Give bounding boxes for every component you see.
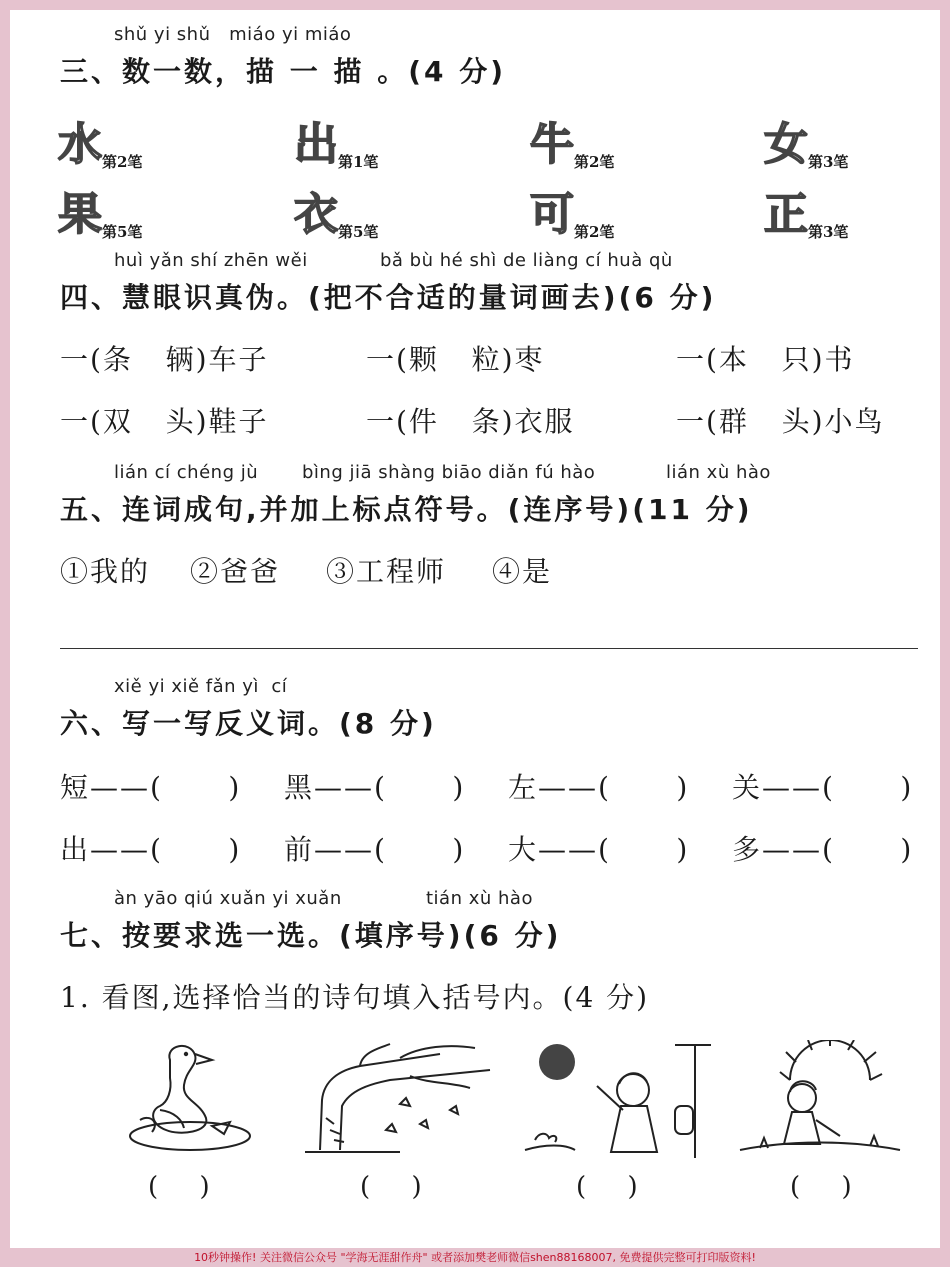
antonym-blank: ——( ) (538, 833, 690, 866)
section5-pinyin-c: lián xù hào (666, 462, 771, 483)
outline-character: 水 (58, 119, 102, 170)
section5-pinyin-b: bìng jiā shàng biāo diǎn fú hào (302, 462, 596, 483)
question-1-prompt: 1. 看图,选择恰当的诗句填入括号内。(4 分) (60, 981, 650, 1014)
antonym-item (284, 766, 465, 806)
antonym-word: 前 (284, 833, 315, 866)
antonym-word: 关 (732, 771, 763, 804)
outline-character: 出 (294, 119, 338, 170)
section6-title: 六、写一写反义词。(8 分) (60, 707, 437, 740)
antonym-word: 短 (60, 771, 91, 804)
section3-title: 三、数一数，描 一 描 。(4 分) (60, 55, 507, 88)
antonym-word: 左 (508, 771, 539, 804)
measure-word-item: 一(件 条)衣服 (366, 405, 575, 438)
antonym-word: 出 (60, 833, 91, 866)
measure-word-item: 一(条 辆)车子 (60, 343, 269, 376)
section7-pinyin-a: àn yāo qiú xuǎn yi xuǎn (114, 888, 342, 909)
antonym-blank: ——( ) (762, 833, 914, 866)
section7-title: 七、按要求选一选。(填序号)(6 分) (60, 919, 562, 952)
antonym-item (732, 828, 913, 868)
goose-illustration (120, 1040, 255, 1155)
stroke-note: 第5笔 (102, 223, 143, 241)
antonym-blank: ——( ) (90, 833, 242, 866)
stroke-item-3 (530, 108, 614, 172)
outline-character: 果 (58, 189, 102, 240)
stroke-note: 第1笔 (338, 153, 379, 171)
stroke-item-7 (530, 178, 614, 242)
answer-blank[interactable]: ( ) (576, 1172, 638, 1202)
measure-word-item: 一(本 只)书 (676, 343, 855, 376)
section6-pinyin: xiě yi xiě fǎn yì cí (114, 676, 288, 697)
stroke-note: 第3笔 (808, 223, 849, 241)
worksheet-page (10, 10, 940, 1248)
section3-pinyin: shǔ yi shǔ miáo yi miáo (114, 24, 352, 45)
outline-character: 女 (764, 119, 808, 170)
outline-character: 可 (530, 189, 574, 240)
stroke-item-2 (294, 108, 378, 172)
word-card: ①我的 (60, 555, 151, 588)
outline-character: 牛 (530, 119, 574, 170)
stroke-note: 第3笔 (808, 153, 849, 171)
stroke-item-5 (58, 178, 142, 242)
section4-pinyin-b: bǎ bù hé shì de liàng cí huà qù (380, 250, 673, 271)
antonym-word: 大 (508, 833, 539, 866)
stroke-note: 第2笔 (102, 153, 143, 171)
measure-word-item: 一(颗 粒)枣 (366, 343, 545, 376)
stroke-item-6 (294, 178, 378, 242)
moon-child-illustration (515, 1040, 715, 1160)
sun-child-illustration (730, 1040, 910, 1160)
section5-pinyin-a: lián cí chéng jù (114, 462, 259, 483)
measure-word-item: 一(双 头)鞋子 (60, 405, 269, 438)
antonym-item (60, 828, 241, 868)
stroke-note: 第5笔 (338, 223, 379, 241)
answer-line (60, 648, 918, 649)
word-card: ②爸爸 (190, 555, 281, 588)
word-card: ③工程师 (326, 555, 447, 588)
section4-title: 四、慧眼识真伪。(把不合适的量词画去)(6 分) (60, 281, 717, 314)
antonym-item (508, 828, 689, 868)
section5-title: 五、连词成句,并加上标点符号。(连序号)(11 分) (60, 493, 753, 526)
footer-banner: 10秒钟操作! 关注微信公众号 "学海无涯甜作舟" 或者添加樊老师微信shen88168007, 免费提供完整可打印版资料! (194, 1251, 756, 1264)
stroke-item-8 (764, 178, 848, 242)
antonym-item (60, 766, 241, 806)
antonym-item (732, 766, 913, 806)
outline-character: 衣 (294, 189, 338, 240)
measure-word-item: 一(群 头)小鸟 (676, 405, 885, 438)
answer-blank[interactable]: ( ) (790, 1172, 852, 1202)
stroke-note: 第2笔 (574, 153, 615, 171)
antonym-word: 多 (732, 833, 763, 866)
stroke-item-4 (764, 108, 848, 172)
stroke-note: 第2笔 (574, 223, 615, 241)
answer-blank[interactable]: ( ) (148, 1172, 210, 1202)
antonym-blank: ——( ) (314, 771, 466, 804)
stroke-item-1 (58, 108, 142, 172)
section4-pinyin-a: huì yǎn shí zhēn wěi (114, 250, 308, 271)
answer-blank[interactable]: ( ) (360, 1172, 422, 1202)
antonym-blank: ——( ) (762, 771, 914, 804)
antonym-word: 黑 (284, 771, 315, 804)
antonym-item (508, 766, 689, 806)
antonym-blank: ——( ) (90, 771, 242, 804)
antonym-blank: ——( ) (314, 833, 466, 866)
tree-illustration (300, 1040, 500, 1160)
outline-character: 正 (764, 189, 808, 240)
antonym-blank: ——( ) (538, 771, 690, 804)
word-card: ④是 (492, 555, 553, 588)
section7-pinyin-b: tián xù hào (426, 888, 533, 909)
antonym-item (284, 828, 465, 868)
